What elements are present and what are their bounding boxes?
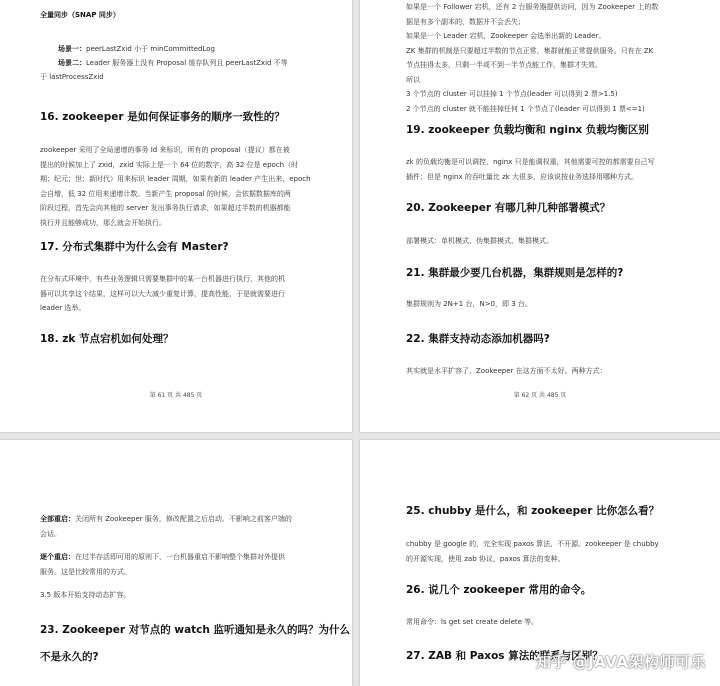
scene-1-text: peerLastZxid 小于 minCommittedLog <box>86 45 215 53</box>
question-25-answer <box>406 537 712 566</box>
question-19-title: 19. zookeeper 负载均衡和 nginx 负载均衡区别 <box>406 124 649 136</box>
answer-line: zookeeper 采用了全局递增的事务 Id 来标识，所有的 proposal（提议）都在被 <box>40 146 290 154</box>
question-23-title: 23. Zookeeper 对节点的 watch 监听通知是永久的吗？为什么 <box>40 624 351 636</box>
page-footer: 第 61 页 共 485 页 <box>149 392 203 399</box>
answer-line: 插件；但是 nginx 的吞吐量比 zk 大很多，应该说按业务选择用哪种方式。 <box>406 172 639 181</box>
answer-line: 提出的时候加上了 zxid，zxid 实际上是一个 64 位的数字，高 32 位是 epoch（时 <box>40 160 299 169</box>
question-17-title: 17. 分布式集群中为什么会有 Master? <box>40 241 229 253</box>
question-16-title: 16. zookeeper 是如何保证事务的顺序一致性的？ <box>40 111 285 123</box>
question-19-answer <box>406 155 712 184</box>
rolling-restart-label: 逐个重启： <box>40 553 75 561</box>
scene-2-text: Leader 服务器上没有 Proposal 缓存队列且 peerLastZxid 不等 <box>86 59 288 67</box>
answer-line: 2 个节点的 cluster 就不能挂掉任何 1 个节点了(leader 可以得到 1 票<=1) <box>406 104 645 113</box>
answer-line: 如果是一个 Leader 宕机，Zookeeper 会选举出新的 Leader。 <box>406 32 606 40</box>
question-25-title: 25. chubby 是什么，和 zookeeper 比你怎么看？ <box>406 505 660 517</box>
version-note: 3.5 版本开始支持动态扩容。 <box>40 591 131 599</box>
question-16-answer <box>40 143 340 230</box>
answer-line: 服务。这是比较常用的方式。 <box>40 567 131 576</box>
document-page-62 <box>360 0 720 432</box>
document-page-61 <box>0 0 352 432</box>
answer-line: 节点挂得太多，只剩一半或不到一半节点能工作，集群才失效。 <box>406 61 602 69</box>
question-22-title: 22. 集群支持动态添加机器吗? <box>406 333 550 345</box>
question-26-title: 26. 说几个 zookeeper 常用的命令。 <box>406 584 592 596</box>
answer-line: 的开源实现，使用 zab 协议，paxos 算法的变种。 <box>406 554 565 563</box>
answer-line: 3 个节点的 cluster 可以挂掉 1 个节点(leader 可以得到 2 票>1.5) <box>406 90 618 98</box>
answer-line: 在过半存活即可用的原则下，一台机器重启不影响整个集群对外提供 <box>75 553 285 561</box>
zk-crash-answer <box>406 0 712 116</box>
question-27-title: 27. ZAB 和 Paxos 算法的联系与区别？ <box>406 650 603 662</box>
answer-line: 据是有多个副本的，数据并不会丢失； <box>406 17 525 26</box>
question-20-title: 20. Zookeeper 有哪几种几种部署模式？ <box>406 202 611 214</box>
answer-line: ZK 集群的机制是只要超过半数的节点正常，集群就能正常提供服务。只有在 ZK <box>406 46 654 55</box>
full-restart-item <box>40 512 340 541</box>
question-20-answer: 部署模式：单机模式、伪集群模式、集群模式。 <box>406 237 553 245</box>
full-restart-label: 全部重启： <box>40 515 75 523</box>
answer-line: 会自增，低 32 位用来递增计数。当新产生 proposal 的时候，会依据数据库的两 <box>40 189 291 198</box>
answer-line: 阶段过程，首先会向其他的 server 发出事务执行请求，如果超过半数的机器都能 <box>40 204 291 212</box>
question-18-title: 18. zk 节点宕机如何处理？ <box>40 333 174 345</box>
answer-line: 期；纪元；世；新时代）用来标识 leader 周期，如果有新的 leader 产生出来，epoch <box>40 175 311 183</box>
question-17-answer <box>40 272 340 316</box>
answer-line: 所以 <box>406 75 420 84</box>
answer-line: leader 选举。 <box>40 304 86 312</box>
question-21-title: 21. 集群最少要几台机器，集群规则是怎样的? <box>406 267 624 279</box>
question-23-title-cont: 不是永久的? <box>40 651 99 663</box>
question-22-answer: 其实就是水平扩容了，Zookeeper 在这方面不太好。两种方式： <box>406 367 607 375</box>
answer-line: 器可以共享这个结果，这样可以大大减少重复计算，提高性能，于是就需要进行 <box>40 289 285 298</box>
question-21-answer: 集群规则为 2N+1 台，N>0，即 3 台。 <box>406 300 532 308</box>
rolling-restart-item <box>40 550 340 579</box>
snap-sync-heading: 全量同步（SNAP 同步） <box>40 11 120 19</box>
question-26-answer: 常用命令：ls get set create delete 等。 <box>406 618 539 626</box>
scene-2-item <box>58 56 348 71</box>
answer-line: 在分布式环境中，有些业务逻辑只需要集群中的某一台机器进行执行，其他的机 <box>40 275 285 283</box>
answer-line: 如果是一个 Follower 宕机，还有 2 台服务器提供访问，因为 Zookeeper 上的数 <box>406 3 659 11</box>
answer-line: zk 的负载均衡是可以调控，nginx 只是能调权重，其他需要可控的都需要自己写 <box>406 158 655 166</box>
document-page-64 <box>360 440 720 686</box>
answer-line: chubby 是 google 的，完全实现 paxos 算法，不开源。zookeeper 是 chubby <box>406 540 659 548</box>
document-page-63 <box>0 440 352 686</box>
answer-line: 执行并且能够成功，那么就会开始执行。 <box>40 218 166 227</box>
answer-line: 会话。 <box>40 529 61 538</box>
scene-1-item <box>58 42 215 57</box>
page-footer: 第 62 页 共 485 页 <box>513 392 567 399</box>
scene-2-label: 场景二： <box>58 59 86 67</box>
scene-1-label: 场景一： <box>58 45 86 53</box>
zhihu-watermark: 知乎 @JAVA架构师可乐 <box>535 653 706 671</box>
scene-2-text-cont: 于 lastProcessZxid <box>40 73 104 81</box>
answer-line: 关闭所有 Zookeeper 服务，修改配置之后启动。不影响之前客户端的 <box>75 515 292 523</box>
